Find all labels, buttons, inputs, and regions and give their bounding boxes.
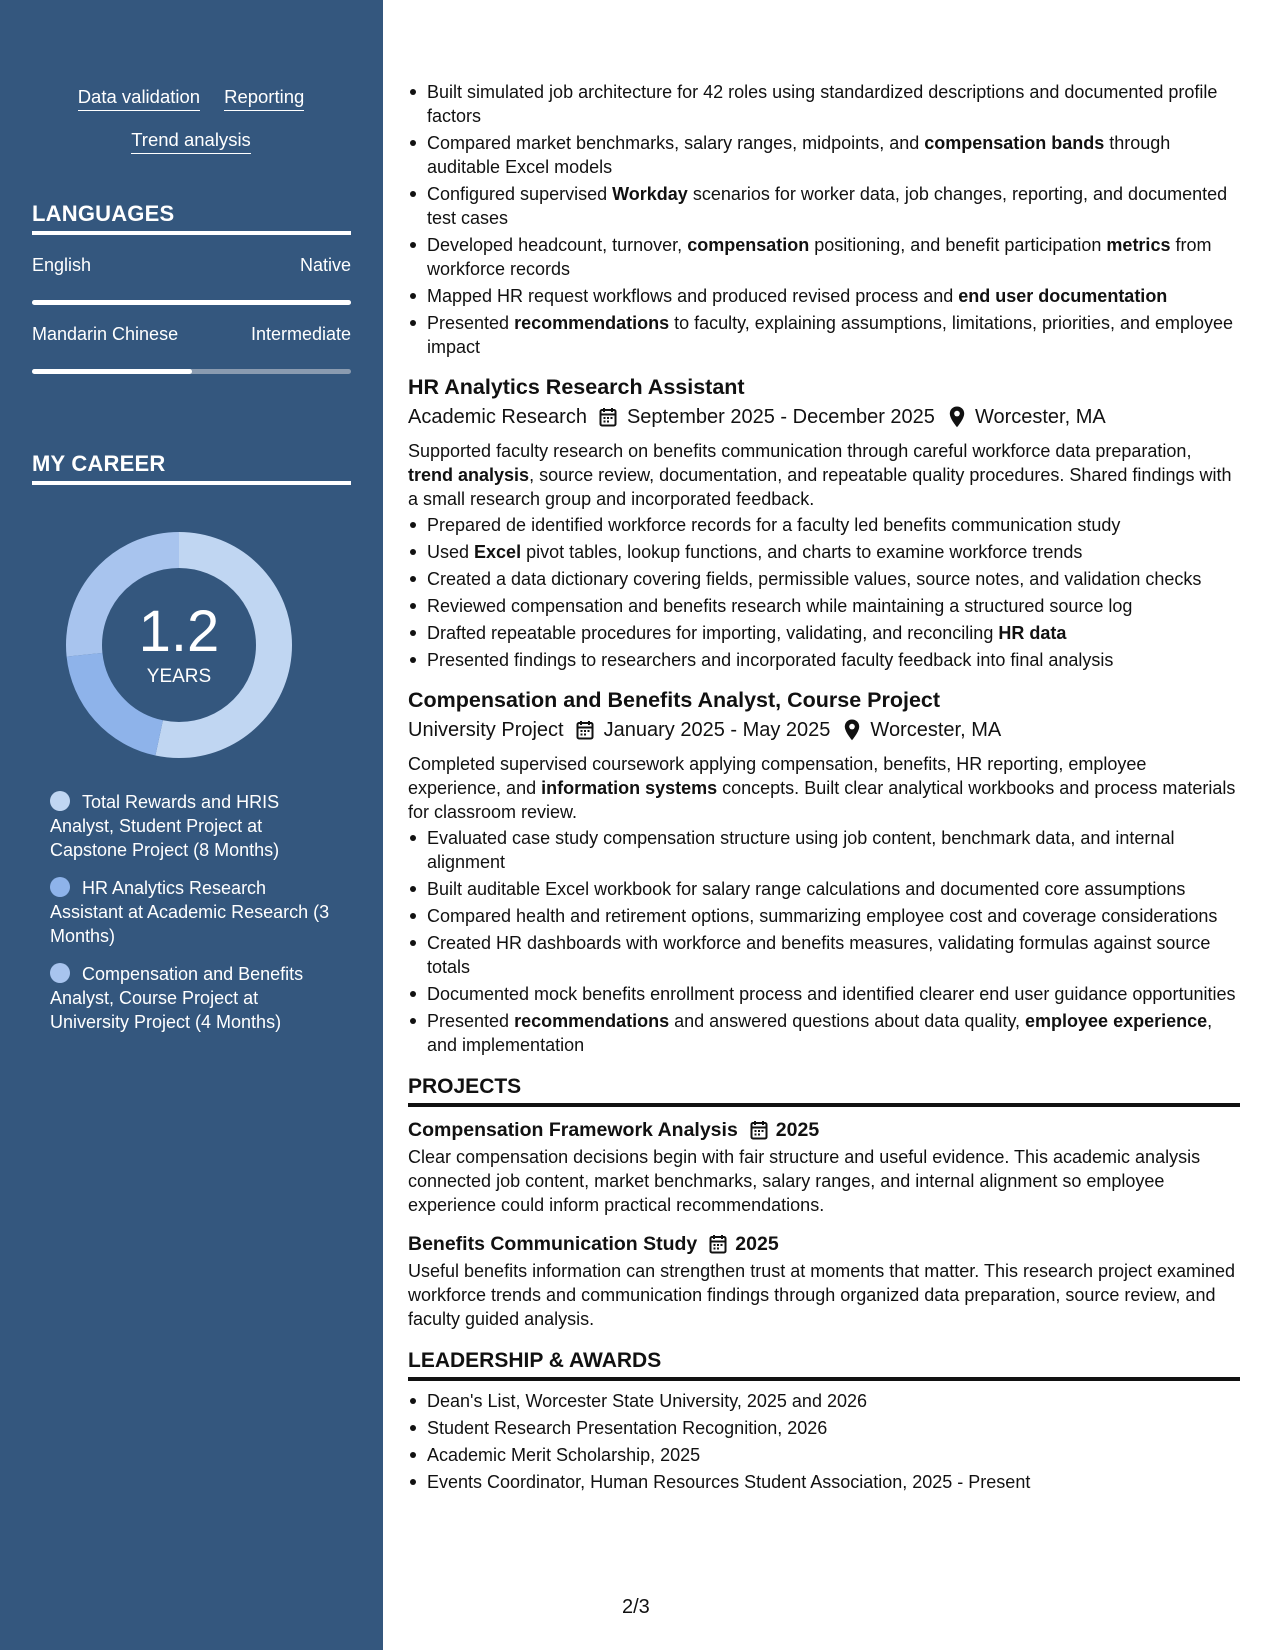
calendar-icon: [576, 720, 594, 740]
intro-bullet-list: [408, 80, 1240, 359]
career-legend-text: HR Analytics Research Assistant at Academic Research (3 Months): [50, 878, 330, 946]
calendar-icon: [709, 1234, 727, 1254]
career-donut: [64, 530, 294, 760]
text-run: and answered questions about data quality,: [669, 1011, 1026, 1031]
list-item: [408, 80, 1240, 128]
text-run: Compared market benchmarks, salary ranges, midpoints, and: [427, 133, 925, 153]
job-dates: September 2025 - December 2025: [626, 406, 935, 428]
text-run: from workforce records: [427, 235, 1212, 279]
list-item: [408, 131, 1240, 179]
skills-row: [32, 86, 350, 111]
list-item: [408, 233, 1240, 281]
job-organization: University Project: [408, 719, 564, 741]
career-legend: [50, 790, 340, 1048]
text-run: scenarios for worker data, job changes, reporting, and documented test cases: [427, 184, 1228, 228]
text-run: , and implementation: [427, 1011, 1213, 1055]
project-year: 2025: [735, 1233, 779, 1255]
list-item: [408, 826, 1240, 874]
language-bar: [32, 369, 351, 374]
text-run: Mapped HR request workflows and produced revised process and: [427, 286, 959, 306]
map-pin-icon: [949, 406, 965, 428]
language-level: Intermediate: [250, 324, 351, 344]
list-item: [408, 594, 1240, 618]
text-run: Built auditable Excel workbook for salary range calculations and documented core assumptions: [427, 879, 1186, 899]
text-run: Prepared de identified workforce records for a faculty led benefits communication study: [427, 515, 1121, 535]
text-run: Created a data dictionary covering fields, permissible values, source notes, and validation checks: [427, 569, 1202, 589]
career-legend-item: [50, 790, 340, 862]
job-title: HR Analytics Research Assistant: [408, 375, 745, 399]
job-location: Worcester, MA: [870, 719, 1002, 741]
text-run: Documented mock benefits enrollment process and identified clearer end user guidance opportunities: [427, 984, 1236, 1004]
page-number: 2/3: [622, 1596, 650, 1618]
career-legend-item: [50, 962, 340, 1034]
job-meta: [408, 403, 1240, 431]
text-run: Compared health and retirement options, summarizing employee cost and coverage considerations: [427, 906, 1218, 926]
bold-keyword: recommendations: [514, 313, 670, 333]
list-item: [408, 513, 1240, 537]
career-total-years: 1.2: [138, 599, 220, 664]
text-run: concepts. Built clear analytical workbooks and process materials for classroom review.: [408, 778, 1236, 822]
text-run: pivot tables, lookup functions, and charts to examine workforce trends: [521, 542, 1083, 562]
text-run: positioning, and benefit participation: [809, 235, 1107, 255]
career-legend-text: Compensation and Benefits Analyst, Course Project at University Project (4 Months): [50, 964, 304, 1032]
skill-tag: Data validation: [78, 86, 200, 111]
text-run: Presented findings to researchers and incorporated faculty feedback into final analysis: [427, 650, 1114, 670]
bold-keyword: metrics: [1106, 235, 1171, 255]
bold-keyword: recommendations: [514, 1011, 670, 1031]
bold-keyword: compensation: [687, 235, 810, 255]
text-run: Evaluated case study compensation structure using job content, benchmark data, and internal alignment: [427, 828, 1175, 872]
legend-dot-icon: [50, 877, 70, 897]
text-run: Supported faculty research on benefits communication through careful workforce data preparation,: [408, 441, 1192, 461]
list-item: [408, 1009, 1240, 1057]
skill-tag: Trend analysis: [131, 129, 251, 154]
skill-tag: Reporting: [224, 86, 304, 111]
bold-keyword: HR data: [998, 623, 1067, 643]
text-run: through auditable Excel models: [427, 133, 1171, 177]
text-run: Presented: [427, 313, 515, 333]
award-item: Student Research Presentation Recognition, 2026: [408, 1416, 1240, 1440]
bold-keyword: Workday: [612, 184, 688, 204]
text-run: Reviewed compensation and benefits research while maintaining a structured source log: [427, 596, 1133, 616]
job-bullet-list: [408, 513, 1240, 672]
award-item: Academic Merit Scholarship, 2025: [408, 1443, 1240, 1467]
job-dates: January 2025 - May 2025: [603, 719, 831, 741]
language-row: [32, 324, 351, 345]
skills-list: [32, 86, 350, 172]
bold-keyword: employee experience: [1025, 1011, 1208, 1031]
language-row: [32, 255, 351, 276]
list-item: [408, 904, 1240, 928]
text-run: Created HR dashboards with workforce and benefits measures, validating formulas against source totals: [427, 933, 1211, 977]
project-title-row: [408, 1117, 1240, 1143]
text-run: Drafted repeatable procedures for importing, validating, and reconciling: [427, 623, 999, 643]
list-item: [408, 567, 1240, 591]
skills-row: [32, 129, 350, 154]
list-item: [408, 931, 1240, 979]
language-name: English: [32, 255, 92, 275]
main-content: [408, 80, 1240, 1497]
awards-heading: LEADERSHIP & AWARDS: [408, 1349, 1240, 1381]
list-item: [408, 621, 1240, 645]
text-run: Presented: [427, 1011, 515, 1031]
project-description: Clear compensation decisions begin with fair structure and useful evidence. This academic analysis connected job content, market benchmarks, salary ranges, and internal alignment so employee experience could inform practical recommendations.: [408, 1147, 1201, 1215]
text-run: , source review, documentation, and repeatable quality procedures. Shared findings with a small research group and incorporated feedback.: [408, 465, 1232, 509]
legend-dot-icon: [50, 963, 70, 983]
career-total-unit: YEARS: [146, 666, 212, 687]
project-title-row: [408, 1231, 1240, 1257]
language-level: Native: [299, 255, 351, 275]
language-bar: [32, 300, 351, 305]
projects-heading: PROJECTS: [408, 1075, 1240, 1107]
list-item: [408, 311, 1240, 359]
map-pin-icon: [844, 719, 860, 741]
text-run: to faculty, explaining assumptions, limitations, priorities, and employee impact: [427, 313, 1234, 357]
project-year: 2025: [775, 1119, 820, 1141]
languages-heading: LANGUAGES: [32, 201, 351, 235]
award-item: Events Coordinator, Human Resources Student Association, 2025 - Present: [408, 1470, 1240, 1494]
list-item: [408, 182, 1240, 230]
job-description: [408, 439, 1240, 511]
projects-list: [408, 1117, 1240, 1331]
career-donut-center: [64, 530, 294, 760]
bold-keyword: compensation bands: [924, 133, 1105, 153]
career-legend-item: [50, 876, 340, 948]
list-item: [408, 982, 1240, 1006]
list-item: [408, 648, 1240, 672]
project-title: Compensation Framework Analysis: [408, 1119, 738, 1141]
language-bar-fill: [32, 369, 192, 374]
calendar-icon: [750, 1120, 768, 1140]
text-run: Configured supervised: [427, 184, 613, 204]
bold-keyword: information systems: [541, 778, 718, 798]
career-legend-text: Total Rewards and HRIS Analyst, Student Project at Capstone Project (8 Months): [50, 792, 280, 860]
job-meta: [408, 716, 1240, 744]
awards-list: [408, 1389, 1240, 1494]
job-organization: Academic Research: [408, 406, 587, 428]
list-item: [408, 540, 1240, 564]
bold-keyword: end user documentation: [958, 286, 1168, 306]
calendar-icon: [599, 407, 617, 427]
job-title: Compensation and Benefits Analyst, Course Project: [408, 688, 941, 712]
legend-dot-icon: [50, 791, 70, 811]
language-name: Mandarin Chinese: [32, 324, 179, 344]
text-run: Completed supervised coursework applying compensation, benefits, HR reporting, employee experience, and: [408, 754, 1147, 798]
job-bullet-list: [408, 826, 1240, 1057]
bold-keyword: Excel: [474, 542, 522, 562]
experience-list: [408, 373, 1240, 1057]
job-location: Worcester, MA: [974, 406, 1106, 428]
text-run: Developed headcount, turnover,: [427, 235, 688, 255]
project-description: Useful benefits information can strengthen trust at moments that matter. This research project examined workforce trends and communication findings through organized data preparation, source review, and faculty guided analysis.: [408, 1261, 1236, 1329]
career-heading: MY CAREER: [32, 451, 351, 485]
project-title: Benefits Communication Study: [408, 1233, 698, 1255]
list-item: [408, 284, 1240, 308]
language-bar-fill: [32, 300, 351, 305]
text-run: Built simulated job architecture for 42 roles using standardized descriptions and documented profile factors: [427, 82, 1218, 126]
award-item: Dean's List, Worcester State University, 2025 and 2026: [408, 1389, 1240, 1413]
job-description: [408, 752, 1240, 824]
text-run: Used: [427, 542, 475, 562]
bold-keyword: trend analysis: [408, 465, 530, 485]
list-item: [408, 877, 1240, 901]
sidebar: [0, 0, 383, 1650]
